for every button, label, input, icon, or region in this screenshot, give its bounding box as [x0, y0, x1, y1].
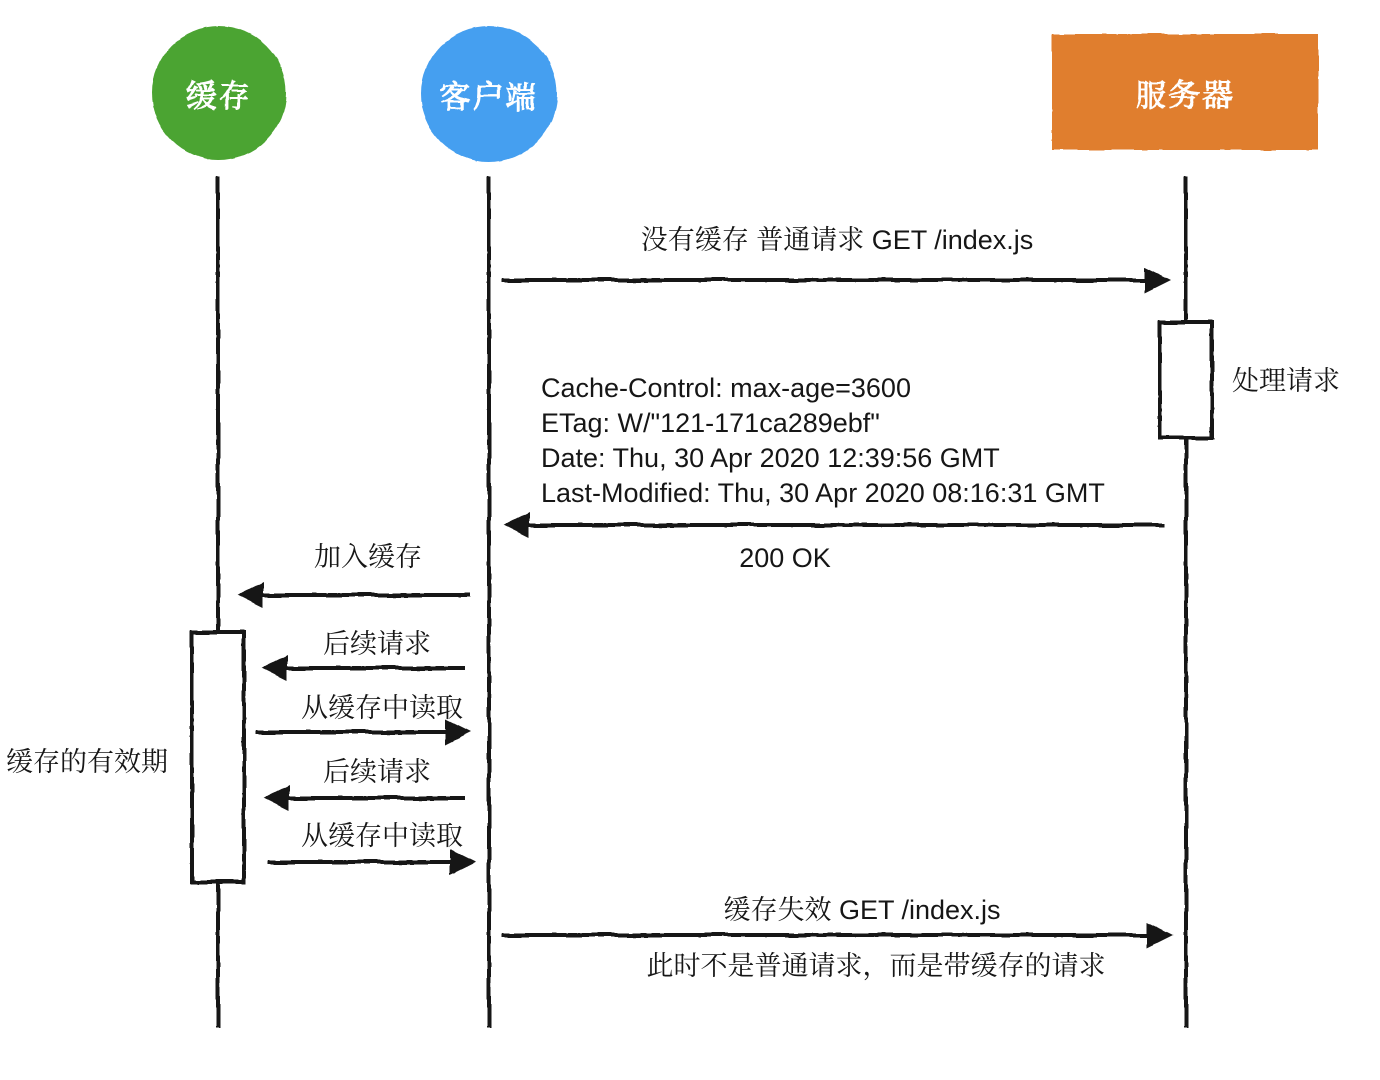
- server-actor-node: [1052, 34, 1318, 150]
- add-to-cache-label: 加入缓存: [314, 542, 422, 572]
- process-request-label: 处理请求: [1232, 366, 1340, 396]
- client-actor-label: 客户端: [439, 79, 539, 115]
- read-from-cache-1-label: 从缓存中读取: [301, 693, 463, 723]
- cache-validity-period-label: 缓存的有效期: [6, 747, 168, 777]
- request-no-cache-arrow: [502, 278, 1146, 282]
- response-header-cache-control: Cache-Control: max-age=3600: [541, 373, 911, 403]
- add-to-cache-arrow: [262, 593, 470, 597]
- response-header-last-modified: Last-Modified: Thu, 30 Apr 2020 08:16:31 GMT: [541, 478, 1105, 508]
- response-header-etag: ETag: W/"121-171ca289ebf": [541, 408, 880, 438]
- read-from-cache-1-arrow: [256, 730, 446, 734]
- cache-actor-label: 缓存: [186, 78, 252, 114]
- client-lifeline: [487, 176, 491, 1028]
- response-header-date: Date: Thu, 30 Apr 2020 12:39:56 GMT: [541, 443, 1000, 473]
- response-arrow: [528, 523, 1165, 527]
- subsequent-request-2-label: 后续请求: [323, 757, 431, 787]
- client-actor-node: [421, 26, 557, 162]
- subsequent-request-1-label: 后续请求: [323, 629, 431, 659]
- cache-actor-node: [152, 26, 286, 160]
- cache-activation-box: [190, 630, 246, 884]
- read-from-cache-2-arrow: [268, 860, 451, 864]
- subsequent-request-2-arrow: [288, 796, 465, 800]
- cache-expired-arrow: [502, 933, 1148, 937]
- server-actor-label: 服务器: [1135, 77, 1235, 113]
- response-status-label: 200 OK: [739, 543, 831, 573]
- read-from-cache-2-label: 从缓存中读取: [301, 821, 463, 851]
- cache-expired-note: 此时不是普通请求，而是带缓存的请求: [646, 951, 1106, 981]
- response-headers-block: [541, 371, 1105, 511]
- cache-expired-request-label: 缓存失效 GET /index.js: [723, 895, 1001, 925]
- server-activation-box: [1158, 320, 1214, 440]
- subsequent-request-1-arrow: [286, 666, 465, 670]
- cache-lifeline: [216, 176, 220, 1028]
- request-no-cache-label: 没有缓存 普通请求 GET /index.js: [640, 225, 1034, 255]
